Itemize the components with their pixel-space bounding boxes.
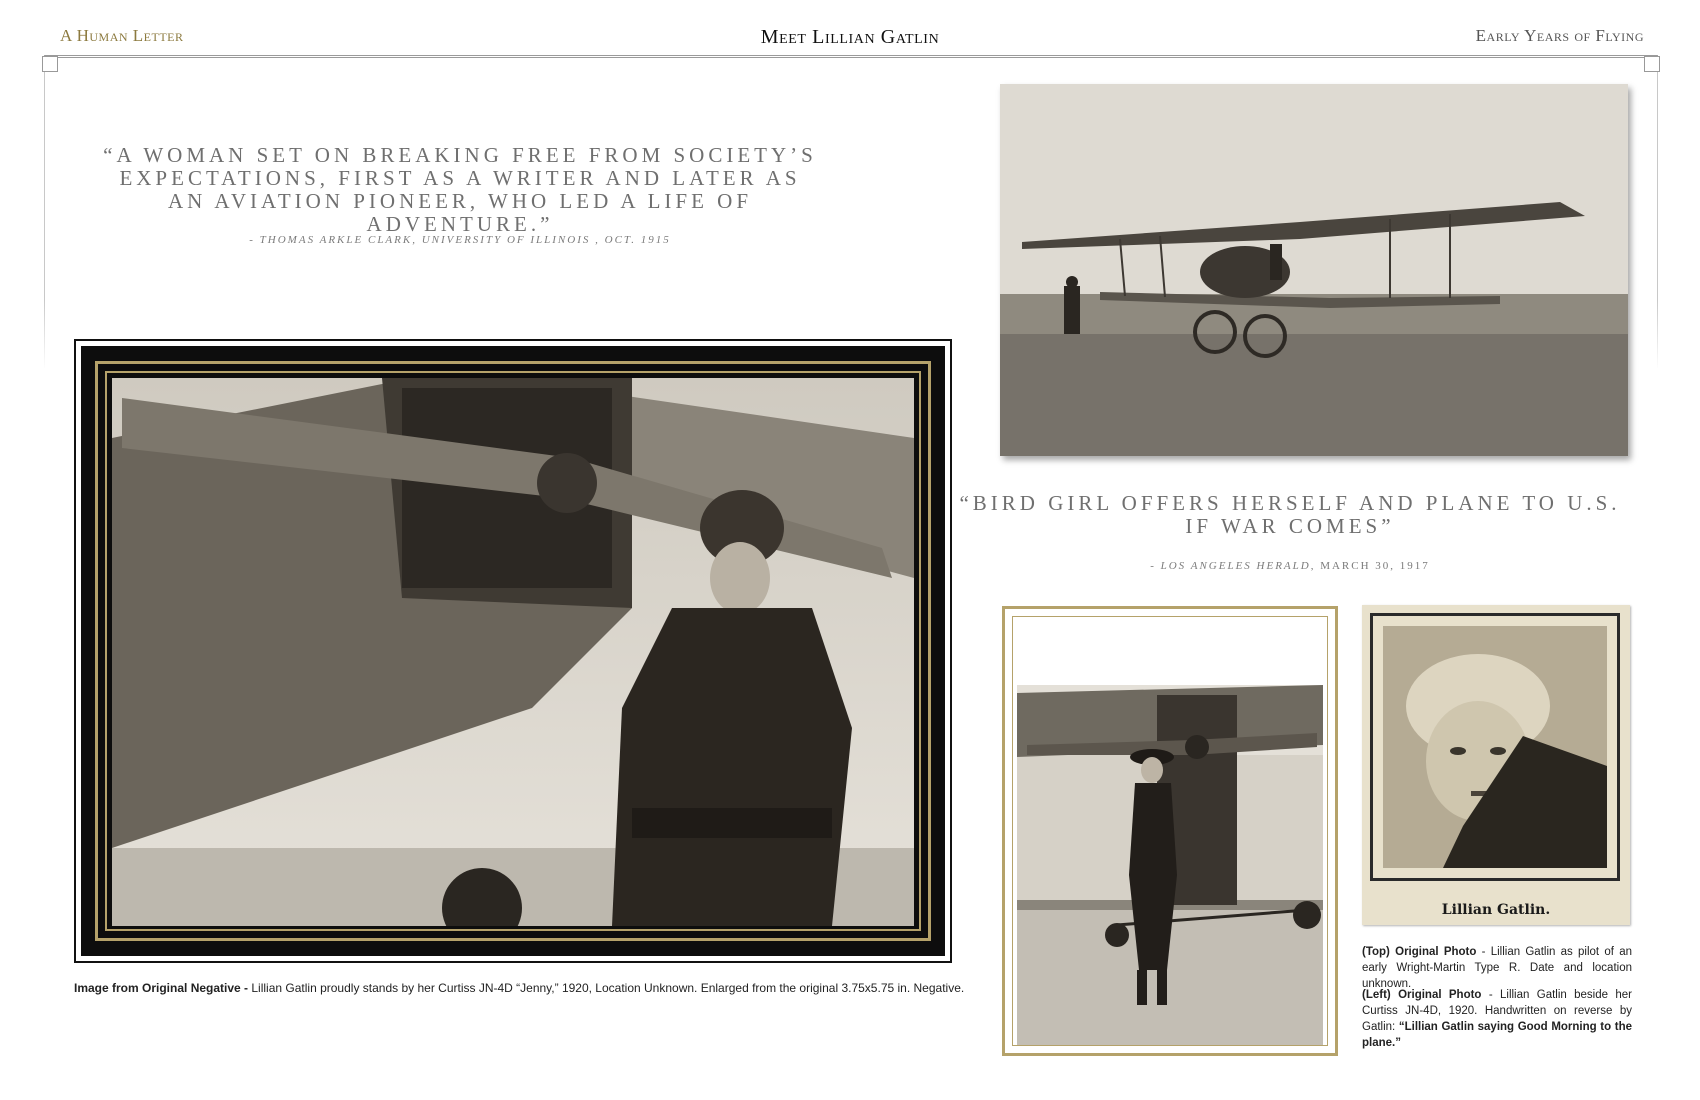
main-quote-attribution: - THOMAS ARKLE CLARK, UNIVERSITY OF ILLINOIS , OCT. 1915 — [249, 234, 671, 246]
top-caption-label: (Top) Original Photo — [1362, 946, 1477, 958]
secondary-quote: “BIRD GIRL OFFERS HERSELF AND PLANE TO U.S. IF WAR COMES” — [959, 491, 1621, 538]
attribution-date: , MARCH 30, 1917 — [1310, 560, 1430, 572]
frame-corner-left — [42, 56, 58, 72]
handwritten-note: “Lillian Gatlin saying Good Morning to the plane.” — [1362, 1021, 1632, 1049]
good-morning-photo-frame — [1002, 606, 1338, 1056]
frame-corner-right — [1644, 56, 1660, 72]
good-morning-photo — [1017, 685, 1323, 1045]
main-quote: “A WOMAN SET ON BREAKING FREE FROM SOCIETY’S EXPECTATIONS, FIRST AS A WRITER AND LATER AS AN AVIATION PIONEER, WHO LED A LIFE OF ADVENTURE.” — [103, 143, 817, 236]
left-caption-text: - Lillian Gatlin beside her Curtiss JN-4D, 1920. Handwritten on reverse by Gatlin: — [1362, 989, 1633, 1033]
header-right-title: Early Years of Flying — [1475, 26, 1644, 45]
top-photo-caption — [1362, 944, 1632, 992]
secondary-quote-attribution — [950, 560, 1630, 572]
top-caption-text: - Lillian Gatlin as pilot of an early Wright-Martin Type R. Date and location unknown. — [1362, 946, 1632, 990]
left-caption-label: (Left) Original Photo — [1362, 989, 1482, 1001]
main-caption-text: Lillian Gatlin proudly stands by her Curtiss JN-4D “Jenny,” 1920, Location Unknown. Enlarged from the original 3.75x5.75 in. Negative. — [248, 981, 965, 995]
header-left-title: A Human Letter — [60, 26, 184, 45]
main-caption-label: Image from Original Negative - — [74, 981, 249, 995]
main-photo-caption — [74, 981, 974, 995]
left-photo-caption — [1362, 987, 1632, 1051]
clipping-border — [1370, 613, 1620, 881]
clipping-portrait — [1383, 626, 1607, 868]
main-photo-frame — [74, 339, 952, 963]
clipping-name: Lillian Gatlin. — [1441, 902, 1551, 918]
page-title: Meet Lillian Gatlin — [760, 26, 940, 48]
wright-martin-plane-photo — [1000, 84, 1628, 456]
attribution-source: - LOS ANGELES HERALD — [1150, 560, 1311, 572]
newspaper-clipping — [1362, 605, 1630, 925]
lillian-jenny-photo — [112, 378, 914, 926]
